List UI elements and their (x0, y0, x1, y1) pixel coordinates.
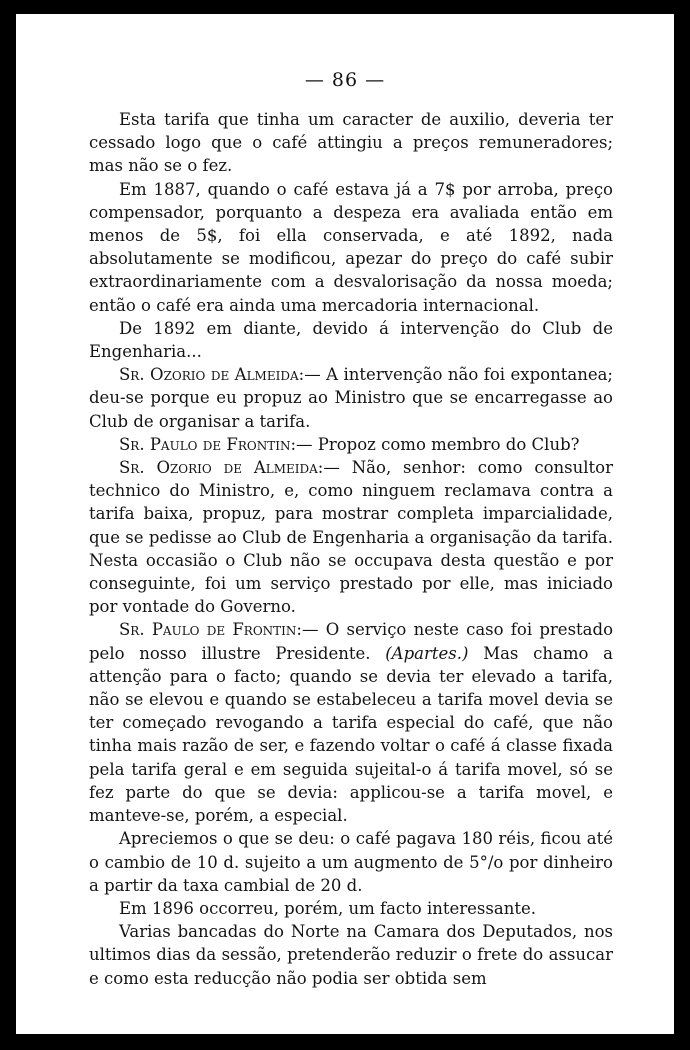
book-page (16, 14, 674, 1034)
paragraph-3: De 1892 em diante, devido á intervenção do Club de Engenharia... (89, 318, 613, 362)
page-number: — 86 — (304, 69, 386, 91)
speaker-name: Sr. Ozorio de Almeida: (119, 458, 324, 478)
paragraph-8: Apreciemos o que se deu: o café pagava 180 réis, ficou até o cambio de 10 d. sujeito a um augmento de 5°/o por dinheiro a partir da taxa cambial de 20 d. (89, 829, 613, 895)
paragraph-5 (89, 433, 613, 456)
speech-text: — Não, senhor: como consultor technico do Ministro, e, como ninguem reclamava contra a tarifa baixa, propuz, para mostrar completa imparcialidade, que se pedisse ao Club de Engenharia a organisação da tarifa. Nesta occasião o Club não se occupava desta questão e por conseguinte, foi um serviço prestado por elle, mas iniciado por vontade do Governo. (89, 458, 613, 617)
aside-note: (Apartes.) (385, 643, 469, 663)
paragraph-7 (89, 618, 613, 827)
speaker-name: Sr. Paulo de Frontin: (119, 620, 302, 640)
paragraph-6 (89, 456, 613, 618)
paragraph-10: Varias bancadas do Norte na Camara dos Deputados, nos ultimos dias da sessão, pretenderão reduzir o frete do assucar e como esta reducção não podia ser obtida sem (89, 922, 613, 988)
paragraph-2: Em 1887, quando o café estava já a 7$ por arroba, preço compensador, porquanto a despeza era avaliada então em menos de 5$, foi ella conservada, e até 1892, nada absolutamente se modificou, apezar do preço do café subir extraordinariamente com a desvalorisação da nossa moeda; então o café era ainda uma mercadoria internacional. (89, 179, 613, 315)
speaker-name: Sr. Ozorio de Almeida: (119, 365, 305, 385)
speaker-name: Sr. Paulo de Frontin: (119, 434, 297, 454)
speech-text-continued: Mas chamo a attenção para o facto; quando se devia ter elevado a tarifa, não se elevou e quando se estabeleceu a tarifa movel devia se ter começado revogando a tarifa especial do café, que não tinha mais razão de ser, e fazendo voltar o café á classe fixada pela tarifa geral e em seguida sujeital-o á tarifa movel, só se fez parte do que se devia: applicou-se a tarifa movel, e manteve-se, porém, a especial. (89, 643, 613, 826)
speech-text: — O serviço neste caso foi prestado pelo nosso illustre Presidente. (89, 620, 613, 663)
body-text (89, 108, 613, 990)
paragraph-1: Esta tarifa que tinha um caracter de auxilio, deveria ter cessado logo que o café attingiu a preços remuneradores; mas não se o fez. (89, 110, 613, 176)
speech-text: — A intervenção não foi expontanea; deu-se porque eu propuz ao Ministro que se encarregasse ao Club de organisar a tarifa. (89, 365, 613, 431)
paragraph-9: Em 1896 occorreu, porém, um facto interessante. (119, 898, 536, 918)
speech-text: — Propoz como membro do Club? (296, 434, 580, 454)
paragraph-4 (89, 363, 613, 433)
